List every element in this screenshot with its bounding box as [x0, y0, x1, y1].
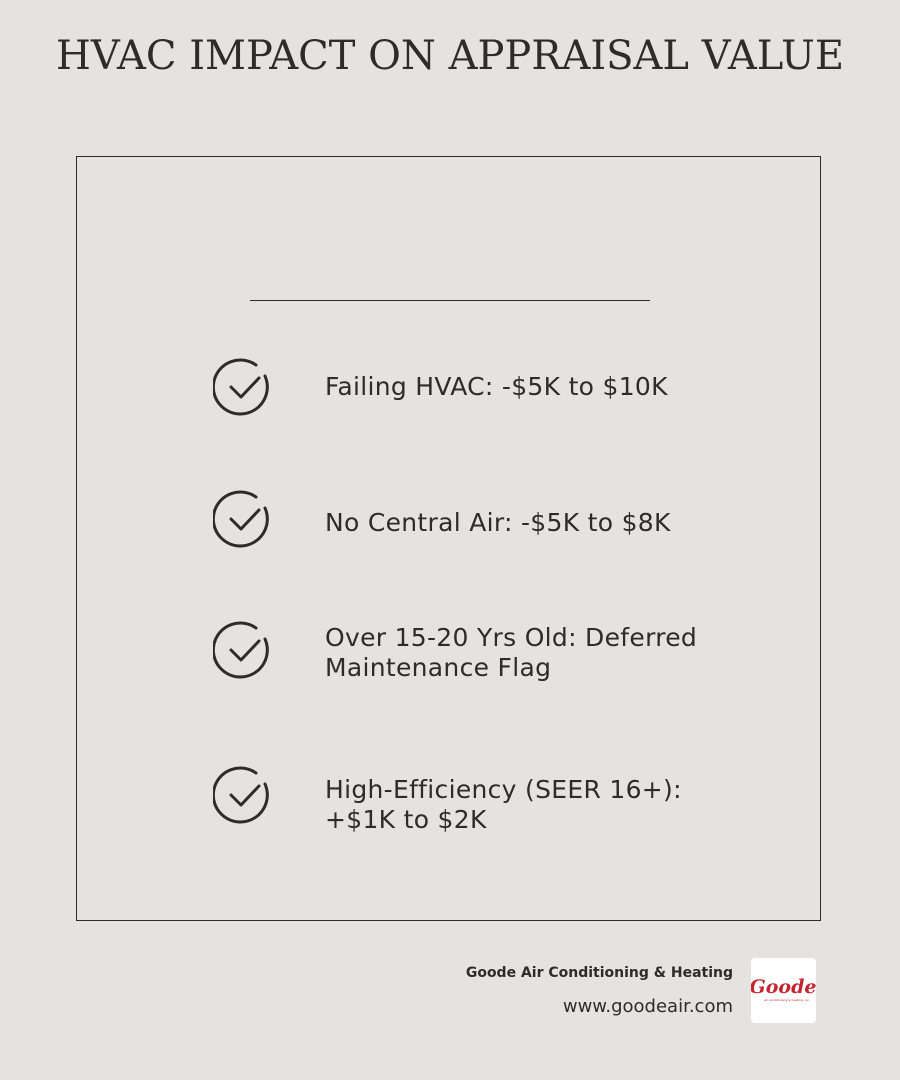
- page-title: HVAC IMPACT ON APPRAISAL VALUE: [55, 33, 845, 79]
- check-circle-icon: [213, 357, 275, 419]
- check-circle-icon: [213, 620, 275, 682]
- website-link[interactable]: www.goodeair.com: [562, 996, 733, 1017]
- logo-wordmark: Goode: [751, 976, 816, 998]
- divider-line: [250, 300, 650, 301]
- list-item-text: No Central Air: -$5K to $8K: [325, 508, 671, 537]
- list-item-text: Over 15-20 Yrs Old: Deferred Maintenance Flag: [325, 623, 698, 682]
- check-circle-icon: [213, 765, 275, 827]
- list-item-text: High-Efficiency (SEER 16+): +$1K to $2K: [325, 775, 682, 834]
- company-name: Goode Air Conditioning & Heating: [465, 965, 733, 981]
- logo-tagline: air conditioning & heating, inc.: [763, 998, 811, 1002]
- check-circle-icon: [213, 489, 275, 551]
- list-item-text: Failing HVAC: -$5K to $10K: [325, 372, 668, 401]
- company-logo: [751, 958, 816, 1023]
